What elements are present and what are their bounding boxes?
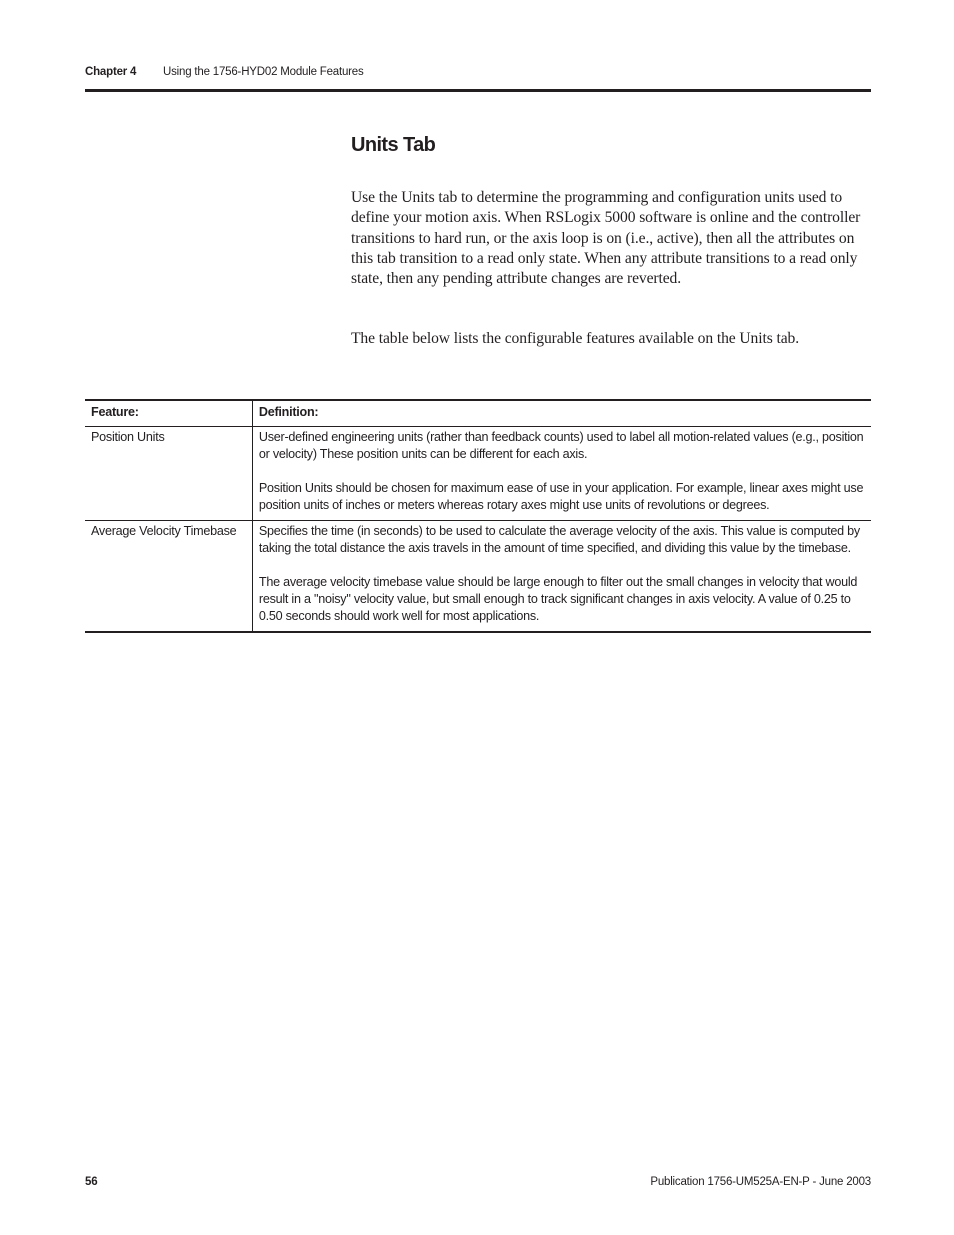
table-header-row — [85, 400, 871, 427]
definition-text: User-defined engineering units (rather than feedback counts) used to label all motion-related values (e.g., position or velocity) These position units can be different for each axis. — [258, 430, 864, 461]
intro-paragraph: Use the Units tab to determine the programming and configuration units used to define your motion axis. When RSLogix 5000 software is online and the controller transitions to hard run, or the axis loop is on (i.e., active), then all the attributes on this tab transition to a read only state. When any attribute transitions to a read only state, then any pending attribute changes are reverted. — [351, 189, 861, 288]
definition-cell — [252, 427, 871, 521]
table-intro-paragraph: The table below lists the configurable features available on the Units tab. — [351, 330, 800, 347]
feature-table — [85, 399, 871, 633]
section-title: Units Tab — [351, 134, 436, 156]
page-header — [85, 66, 871, 82]
feature-cell: Position Units — [85, 427, 252, 521]
definition-text: The average velocity timebase value should be large enough to filter out the small changes in velocity that would result in a "noisy" velocity value, but small enough to track significant changes in axis velocity. A value of 0.25 to 0.50 seconds should work well for most applications. — [258, 575, 858, 623]
feature-cell: Average Velocity Timebase — [85, 521, 252, 633]
definition-text: Specifies the time (in seconds) to be used to calculate the average velocity of the axis. This value is computed by taking the total distance the axis travels in the amount of time specified, and dividing this value by the timebase. — [258, 524, 860, 555]
page-footer — [85, 1176, 871, 1192]
table-row — [85, 427, 871, 521]
chapter-title: Using the 1756-HYD02 Module Features — [163, 66, 364, 78]
definition-text: Position Units should be chosen for maximum ease of use in your application. For example, linear axes might use position units of inches or meters whereas rotary axes might use units of revolutions or degrees. — [258, 481, 864, 512]
publication-info: Publication 1756-UM525A-EN-P - June 2003 — [650, 1176, 871, 1188]
header-definition: Definition: — [258, 405, 319, 419]
table-row — [85, 521, 871, 633]
definition-cell — [252, 521, 871, 633]
chapter-label: Chapter 4 — [85, 66, 137, 78]
page-number: 56 — [85, 1176, 98, 1188]
header-rule — [85, 89, 871, 92]
header-feature: Feature: — [85, 400, 252, 427]
